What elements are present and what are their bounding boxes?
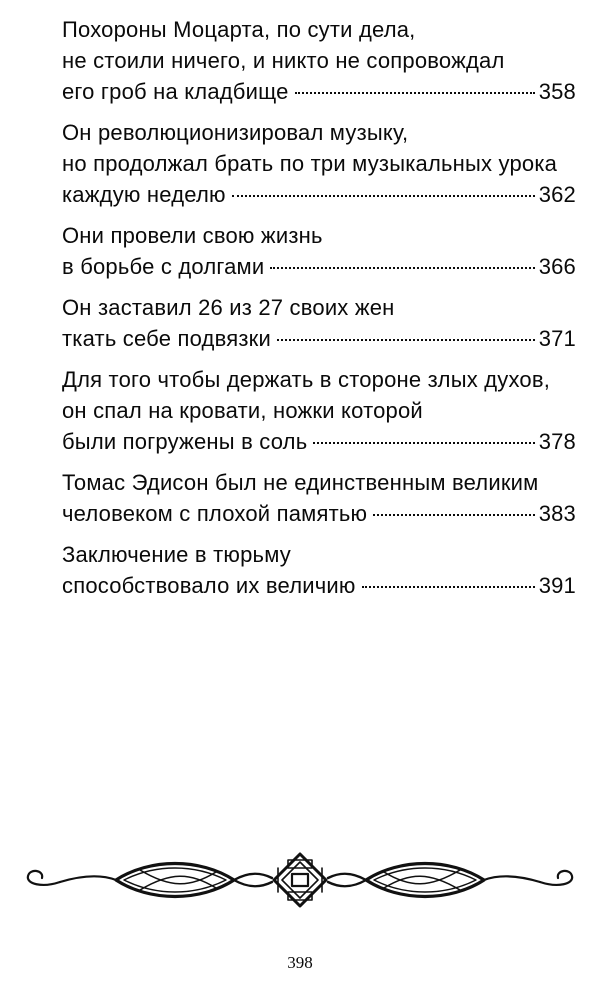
toc-entry-last-line (62, 179, 576, 210)
toc-page-number: 391 (538, 573, 576, 598)
toc-entry-line: Он революционизировал музыку, (62, 120, 409, 145)
toc-entry-line: Для того чтобы держать в стороне злых духов, (62, 367, 551, 392)
dot-leader (313, 442, 534, 444)
toc-page-number: 371 (538, 326, 576, 351)
toc-entry (62, 14, 576, 107)
toc-entry (62, 292, 576, 354)
toc-entry-line: Похороны Моцарта, по сути дела, (62, 17, 416, 42)
toc-entry-last-line (62, 426, 576, 457)
toc-entry-line: человеком с плохой памятью (62, 501, 368, 526)
toc-entry (62, 539, 576, 601)
dot-leader (232, 195, 535, 197)
toc-entry-last-line (62, 251, 576, 282)
toc-entry (62, 220, 576, 282)
toc-entry-line: были погружены в соль (62, 429, 308, 454)
toc-entry-line: его гроб на кладбище (62, 79, 289, 104)
toc-entry-last-line (62, 76, 576, 107)
toc-entry-line: Они провели свою жизнь (62, 223, 323, 248)
dot-leader (295, 92, 535, 94)
toc-page-number: 366 (538, 254, 576, 279)
toc-entry-line: он спал на кровати, ножки которой (62, 398, 423, 423)
table-of-contents (62, 14, 576, 611)
toc-page-number: 383 (538, 501, 576, 526)
knotwork-divider-icon (20, 848, 580, 912)
toc-entry (62, 467, 576, 529)
toc-page-number: 358 (538, 79, 576, 104)
toc-entry-line: но продолжал брать по три музыкальных урока (62, 151, 558, 176)
toc-entry (62, 364, 576, 457)
dot-leader (373, 514, 534, 516)
toc-entry (62, 117, 576, 210)
toc-entry-line: Заключение в тюрьму (62, 542, 291, 567)
toc-entry-line: каждую неделю (62, 182, 226, 207)
page-number: 398 (287, 953, 313, 972)
toc-page-number: 362 (538, 182, 576, 207)
toc-page-number: 378 (538, 429, 576, 454)
toc-entry-line: не стоили ничего, и никто не сопровождал (62, 48, 505, 73)
toc-entry-last-line (62, 323, 576, 354)
toc-entry-last-line (62, 570, 576, 601)
toc-entry-line: способствовало их величию (62, 573, 356, 598)
dot-leader (362, 586, 535, 588)
dot-leader (277, 339, 535, 341)
toc-entry-line: в борьбе с долгами (62, 254, 265, 279)
toc-entry-line: Томас Эдисон был не единственным великим (62, 470, 539, 495)
toc-entry-last-line (62, 498, 576, 529)
toc-entry-line: Он заставил 26 из 27 своих жен (62, 295, 395, 320)
toc-entry-line: ткать себе подвязки (62, 326, 271, 351)
dot-leader (270, 267, 534, 269)
